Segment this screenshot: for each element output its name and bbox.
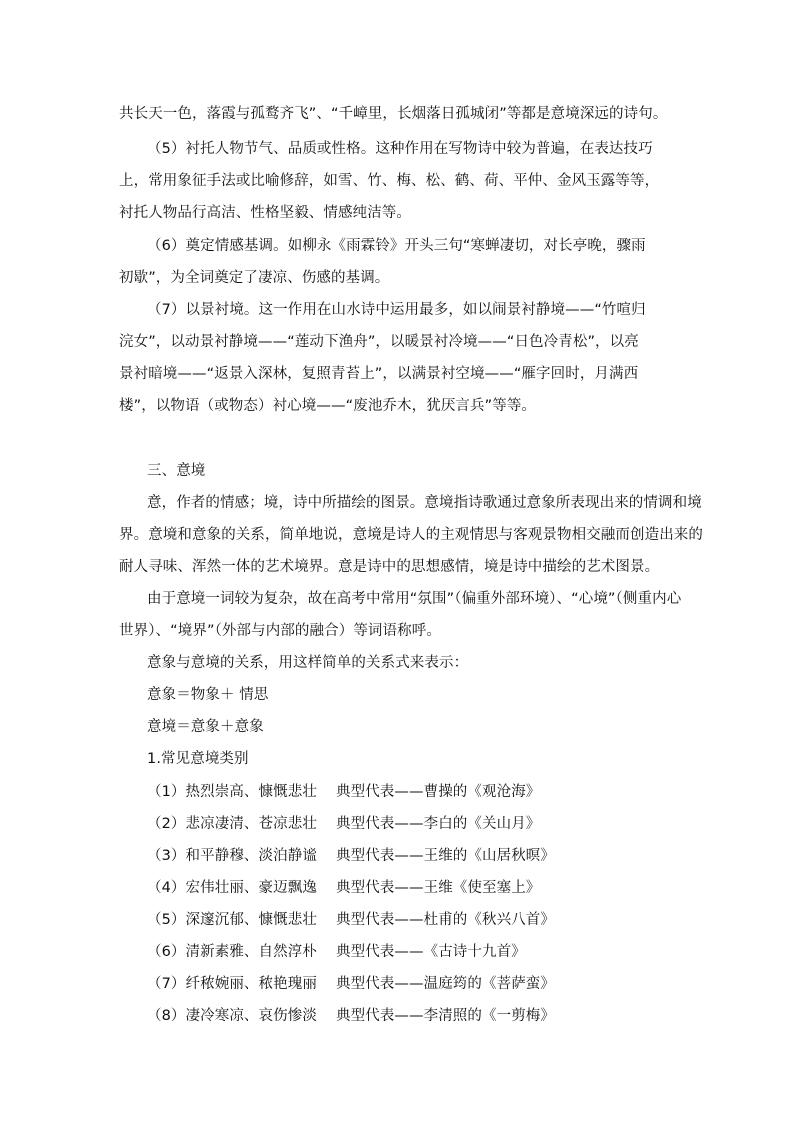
representative-work: 典型代表——李清照的《一剪梅》 [336,1008,555,1024]
paragraph-7-line-4: 楼”，以物语（或物态）衬心境——“废池乔木，犹厌言兵”等等。 [119,398,537,414]
category-label: （3）和平静穆、淡泊静谧 [147,848,317,864]
category-label: （8）凄冷寒凉、哀伤惨淡 [147,1008,317,1024]
representative-work: 典型代表——李白的《关山月》 [336,816,541,832]
paragraph-5-line-3: 衬托人物品行高洁、性格坚毅、情感纯洁等。 [119,205,411,221]
category-label: （5）深邃沉郁、慷慨悲壮 [147,912,317,928]
terms-line-2: 世界）、“境界”（外部与内部的融合）等词语称呼。 [119,623,441,639]
representative-work: 典型代表——王维《使至塞上》 [336,880,541,896]
representative-work: 典型代表——王维的《山居秋暝》 [336,848,555,864]
representative-work: 典型代表——《古诗十九首》 [336,944,526,960]
subheading: 1.常见意境类别 [147,751,249,767]
list-item [147,974,555,994]
paragraph-5-line-1: （5）衬托人物节气、品质或性格。这种作用在写物诗中较为普遍，在表达技巧 [147,141,653,157]
formula-2: 意境＝意象＋意象 [147,719,264,735]
definition-line-2: 界。意境和意象的关系，简单地说，意境是诗人的主观情思与客观景物相交融而创造出来的 [119,527,703,543]
list-item [147,1006,555,1026]
list-item [147,846,555,866]
representative-work: 典型代表——温庭筠的《菩萨蛮》 [336,976,555,992]
definition-line-1: 意，作者的情感；境，诗中所描绘的图景。意境指诗歌通过意象所表现出来的情调和境 [147,495,702,511]
paragraph-6-line-2: 初歇”，为全词奠定了凄凉、伤感的基调。 [119,270,390,286]
terms-line-1: 由于意境一词较为复杂，故在高考中常用“氛围”（偏重外部环境）、“心境”（侧重内心 [147,591,682,607]
list-item [147,878,540,898]
paragraph-7-line-2: 浣女”，以动景衬静境——“莲动下渔舟”，以暖景衬冷境——“日色冷青松”，以亮 [119,334,639,350]
category-label: （4）宏伟壮丽、豪迈飘逸 [147,880,317,896]
paragraph-7-line-1: （7）以景衬境。这一作用在山水诗中运用最多，如以闹景衬静境——“竹喧归 [147,302,646,318]
list-item [147,910,555,930]
category-label: （6）清新素雅、自然淳朴 [147,944,317,960]
formula-1: 意象＝物象＋ 情思 [147,687,269,703]
representative-work: 典型代表——曹操的《观沧海》 [336,784,541,800]
paragraph-continuation: 共长天一色，落霞与孤鹜齐飞”、“千嶂里，长烟落日孤城闭”等都是意境深远的诗句。 [119,106,668,122]
paragraph-6-line-1: （6）奠定情感基调。如柳永《雨霖铃》开头三句“寒蝉凄切，对长亭晚，骤雨 [147,238,646,254]
category-label: （1）热烈崇高、慷慨悲壮 [147,784,317,800]
section-3-heading: 三、意境 [147,463,206,479]
relation-intro: 意象与意境的关系，用这样简单的关系式来表示： [147,655,469,671]
list-item [147,782,540,802]
definition-line-3: 耐人寻味、浑然一体的艺术境界。意是诗中的思想感情，境是诗中描绘的艺术图景。 [119,559,660,575]
list-item [147,814,540,834]
category-label: （7）纤秾婉丽、秾艳瑰丽 [147,976,317,992]
paragraph-5-line-2: 上，常用象征手法或比喻修辞，如雪、竹、梅、松、鹤、荷、平仲、金风玉露等等， [119,173,660,189]
paragraph-7-line-3: 景衬暗境——“返景入深林，复照青苔上”，以满景衬空境——“雁字回时，月满西 [119,366,639,382]
representative-work: 典型代表——杜甫的《秋兴八首》 [336,912,555,928]
category-label: （2）悲凉凄清、苍凉悲壮 [147,816,317,832]
list-item [147,942,526,962]
